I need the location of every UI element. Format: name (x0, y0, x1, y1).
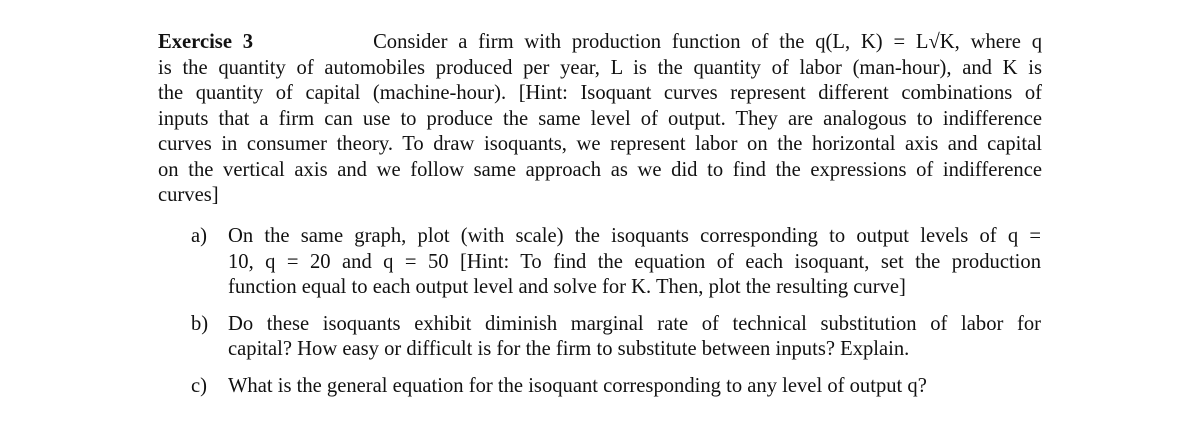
intro-line: on the vertical axis and we follow same approach as we did to find the expressions of indifference (158, 158, 1042, 181)
exercise-intro (158, 30, 1042, 209)
question-text (228, 374, 1041, 400)
intro-line (158, 30, 1042, 56)
question-a (191, 224, 1041, 301)
question-line: 10, q = 20 and q = 50 [Hint: To find the equation of each isoquant, set the production (228, 250, 1041, 273)
question-line: function equal to each output level and solve for K. Then, plot the resulting curve] (228, 276, 906, 298)
question-list (191, 224, 1041, 410)
question-marker: c) (191, 374, 207, 397)
question-line: capital? How easy or difficult is for the firm to substitute between inputs? Explain. (228, 338, 910, 360)
question-text (228, 224, 1041, 301)
question-line: On the same graph, plot (with scale) the isoquants corresponding to output levels of q = (228, 225, 1041, 247)
question-b (191, 312, 1041, 363)
intro-text: Consider a firm with production function of the q(L, K) = L√K, where q (373, 31, 1042, 53)
question-marker: a) (191, 225, 207, 247)
intro-line: the quantity of capital (machine-hour). [Hint: Isoquant curves represent different combinations of (158, 82, 1042, 104)
question-text (228, 312, 1041, 363)
intro-line: inputs that a firm can use to produce the same level of output. They are analogous to indifference (158, 107, 1042, 130)
question-c (191, 374, 1041, 400)
intro-line: curves] (158, 184, 219, 206)
intro-line: is the quantity of automobiles produced per year, L is the quantity of labor (man-hour), and K is (158, 56, 1042, 79)
question-marker: b) (191, 312, 209, 335)
exercise-label: Exercise 3 (158, 31, 254, 53)
intro-line: curves in consumer theory. To draw isoquants, we represent labor on the horizontal axis and capital (158, 133, 1042, 155)
question-line: Do these isoquants exhibit diminish marginal rate of technical substitution of labor for (228, 312, 1041, 335)
question-line: What is the general equation for the isoquant corresponding to any level of output q? (228, 374, 927, 397)
